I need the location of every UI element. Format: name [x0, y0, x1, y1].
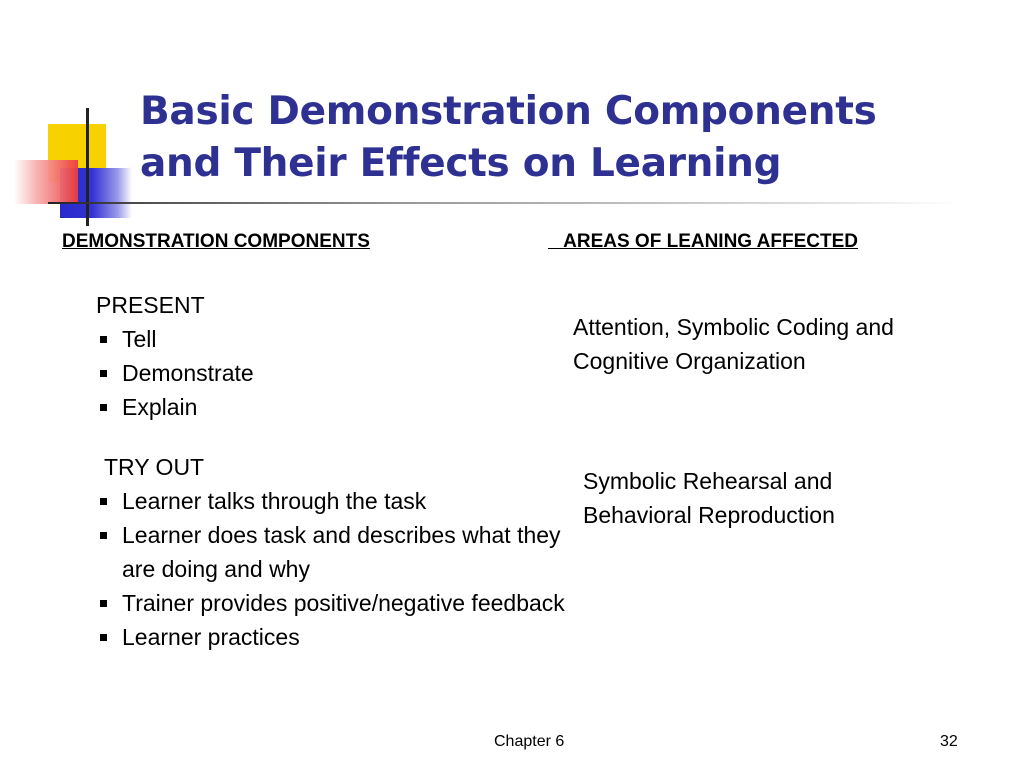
list-item — [96, 620, 566, 654]
page-title — [140, 86, 960, 190]
column-header-areas: AREAS OF LEANING AFFECTED — [548, 231, 858, 252]
present-section — [96, 288, 254, 424]
tryout-effect — [583, 464, 835, 532]
effect-line: Behavioral Reproduction — [583, 502, 835, 528]
list-item-text: Demonstrate — [122, 360, 254, 386]
list-item — [96, 518, 566, 586]
present-effect — [573, 310, 894, 378]
list-item — [96, 356, 254, 390]
tryout-bullet-list — [96, 484, 566, 654]
list-item-text: Trainer provides positive/negative feedback — [122, 590, 565, 616]
effect-line: Attention, Symbolic Coding and — [573, 314, 894, 340]
column-header-components: DEMONSTRATION COMPONENTS — [62, 231, 370, 252]
tryout-heading: TRY OUT — [104, 454, 205, 480]
square-bullet-icon — [100, 370, 107, 377]
list-item-text: Explain — [122, 394, 198, 420]
list-item-text: Learner does task and describes what they are doing and why — [122, 522, 561, 582]
list-item — [96, 484, 566, 518]
list-item — [96, 390, 254, 424]
square-bullet-icon — [100, 600, 107, 607]
square-bullet-icon — [100, 498, 107, 505]
list-item-text: Learner practices — [122, 624, 300, 650]
tryout-section — [96, 450, 566, 654]
present-heading: PRESENT — [96, 292, 205, 318]
list-item — [96, 322, 254, 356]
square-bullet-icon — [100, 634, 107, 641]
page-number: 32 — [940, 733, 958, 750]
effect-line: Symbolic Rehearsal and — [583, 468, 833, 494]
list-item — [96, 586, 566, 620]
present-bullet-list — [96, 322, 254, 424]
logo-red-square — [14, 160, 78, 204]
title-line-1: Basic Demonstration Components — [140, 89, 877, 134]
square-bullet-icon — [100, 404, 107, 411]
effect-line: Cognitive Organization — [573, 348, 806, 374]
title-underline-rule — [48, 202, 960, 204]
list-item-text: Tell — [122, 326, 157, 352]
square-bullet-icon — [100, 336, 107, 343]
footer-chapter: Chapter 6 — [494, 733, 565, 750]
title-line-2: and Their Effects on Learning — [140, 141, 782, 186]
logo-vertical-line — [86, 108, 89, 226]
list-item-text: Learner talks through the task — [122, 488, 427, 514]
square-bullet-icon — [100, 532, 107, 539]
